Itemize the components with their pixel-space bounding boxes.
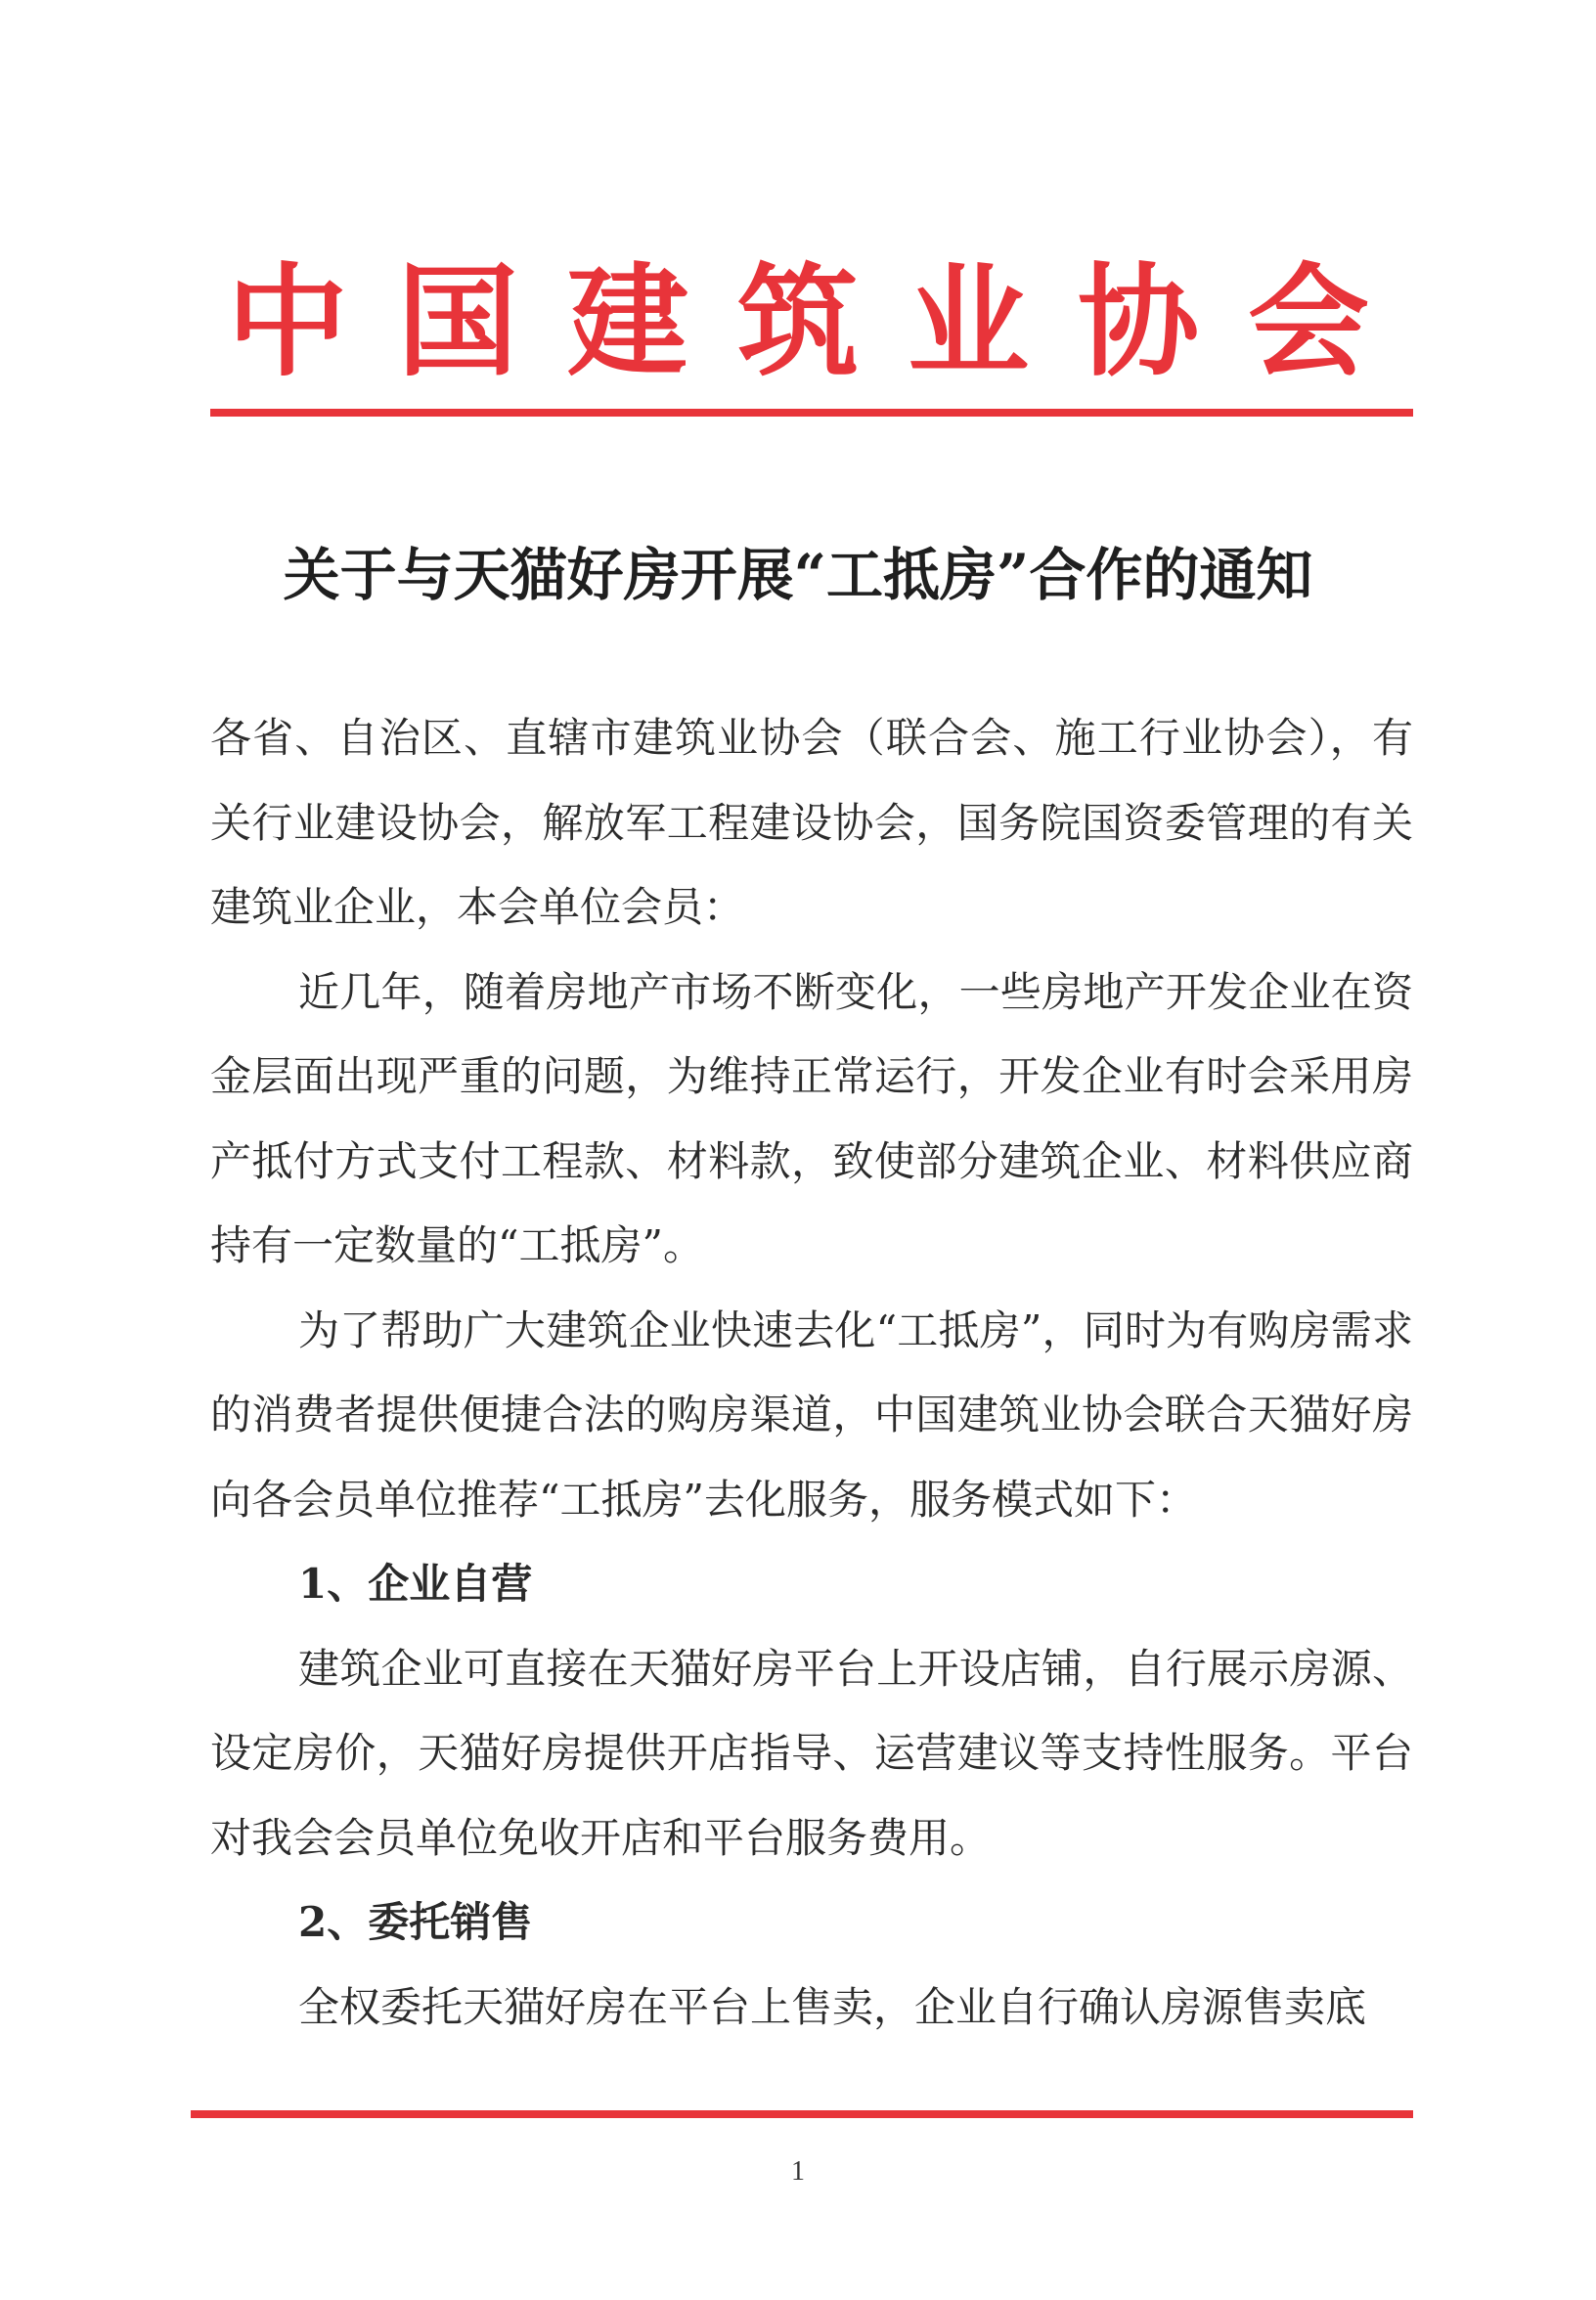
section-2-body: 全权委托天猫好房在平台上售卖，企业自行确认房源售卖底: [298, 1982, 1367, 2031]
section-1-body: 建筑企业可直接在天猫好房平台上开设店铺，自行展示房源、设定房价，天猫好房提供开店指导、运营建议等支持性服务。平台对我会会员单位免收开店和平台服务费用。: [210, 1644, 1413, 1862]
paragraph-2: 为了帮助广大建筑企业快速去化“工抵房”，同时为有购房需求的消费者提供便捷合法的购房渠道，中国建筑业协会联合天猫好房向各会员单位推荐“工抵房”去化服务，服务模式如下：: [210, 1305, 1413, 1524]
header-red-rule: [210, 409, 1413, 417]
org-header: 中国建筑业协会: [226, 252, 1418, 393]
section-2-heading: 2、委托销售: [298, 1898, 533, 1946]
section-1-heading: 1、企业自营: [298, 1560, 533, 1608]
page-number: 1: [791, 2156, 805, 2187]
document-title: 关于与天猫好房开展“工抵房”合作的通知: [283, 542, 1313, 608]
footer-red-rule: [191, 2110, 1413, 2118]
document-body: [210, 696, 1413, 2050]
paragraph-1: 近几年，随着房地产市场不断变化，一些房地产开发企业在资金层面出现严重的问题，为维持正常运行，开发企业有时会采用房产抵付方式支付工程款、材料款，致使部分建筑企业、材料供应商持有一定数量的“工抵房”。: [210, 967, 1413, 1269]
salutation: 各省、自治区、直辖市建筑业协会（联合会、施工行业协会），有关行业建设协会，解放军工程建设协会，国务院国资委管理的有关建筑业企业，本会单位会员：: [210, 714, 1413, 931]
